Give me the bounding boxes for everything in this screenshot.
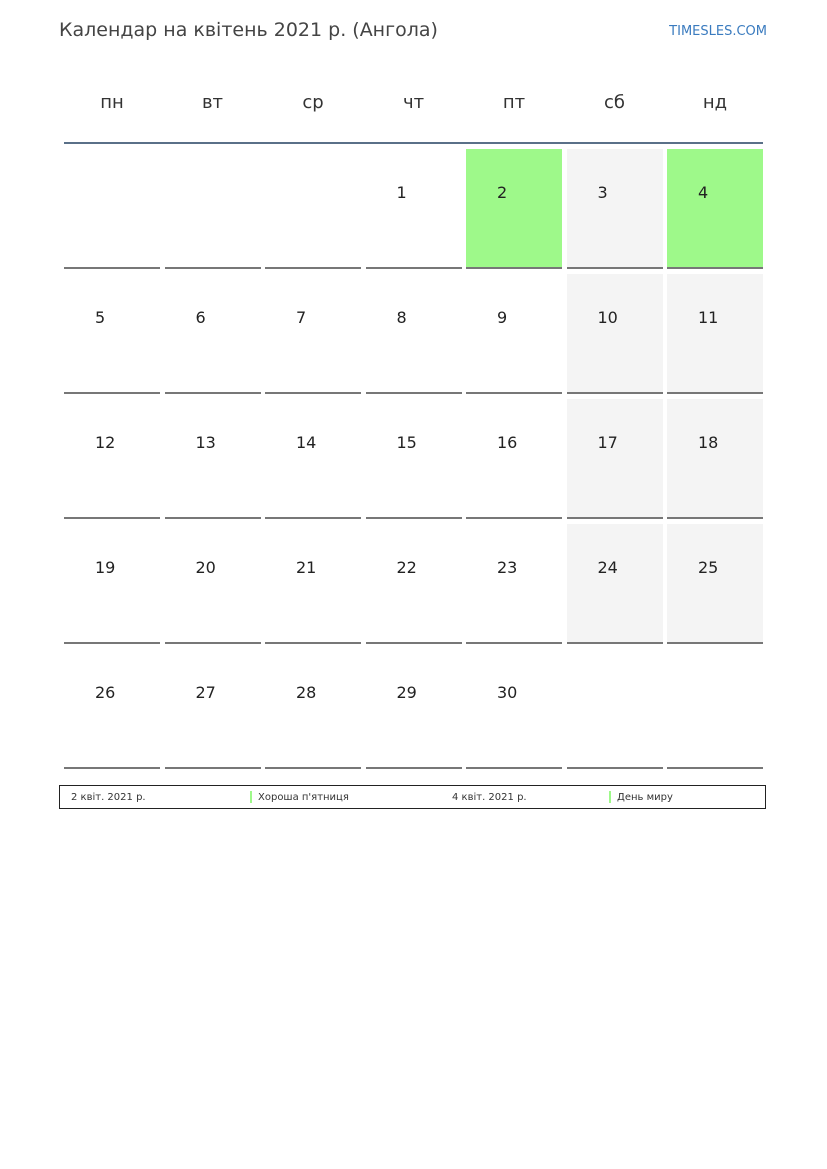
calendar-day-11[interactable]	[667, 274, 763, 394]
day-number: 2	[497, 183, 508, 202]
calendar-empty-cell	[667, 649, 763, 769]
day-number: 14	[296, 433, 317, 452]
weekday-tuesday: вт	[201, 92, 224, 113]
calendar-day-17[interactable]	[567, 399, 663, 519]
calendar-day-18[interactable]	[667, 399, 763, 519]
calendar-day-26[interactable]	[64, 649, 160, 769]
day-number: 4	[698, 183, 709, 202]
calendar-day-28[interactable]	[265, 649, 361, 769]
weekday-friday: пт	[502, 92, 526, 113]
weekday-header-row	[64, 92, 763, 116]
day-number: 30	[497, 683, 518, 702]
day-number: 5	[95, 308, 106, 327]
holiday-legend	[59, 785, 766, 809]
page-title: Календар на квітень 2021 р. (Ангола)	[59, 19, 438, 41]
calendar-day-6[interactable]	[165, 274, 261, 394]
legend-name-1: Хороша п'ятниця	[258, 792, 349, 803]
calendar-day-25[interactable]	[667, 524, 763, 644]
calendar-day-10[interactable]	[567, 274, 663, 394]
calendar-day-12[interactable]	[64, 399, 160, 519]
calendar-day-21[interactable]	[265, 524, 361, 644]
day-number: 15	[396, 433, 417, 452]
calendar-day-13[interactable]	[165, 399, 261, 519]
calendar-day-1[interactable]	[366, 149, 462, 269]
day-number: 16	[497, 433, 518, 452]
day-number: 17	[597, 433, 618, 452]
calendar-day-2[interactable]	[466, 149, 562, 269]
day-number: 13	[195, 433, 216, 452]
calendar-day-14[interactable]	[265, 399, 361, 519]
header-divider	[64, 142, 763, 144]
calendar-empty-cell	[165, 149, 261, 269]
day-number: 29	[396, 683, 417, 702]
day-number: 27	[195, 683, 216, 702]
calendar-day-27[interactable]	[165, 649, 261, 769]
legend-date-1: 2 квіт. 2021 р.	[71, 792, 146, 803]
day-number: 7	[296, 308, 307, 327]
day-number: 9	[497, 308, 508, 327]
legend-date-2: 4 квіт. 2021 р.	[452, 792, 527, 803]
day-number: 24	[597, 558, 618, 577]
calendar-day-8[interactable]	[366, 274, 462, 394]
site-link[interactable]: TIMESLES.COM	[669, 24, 767, 39]
calendar-day-19[interactable]	[64, 524, 160, 644]
day-number: 8	[396, 308, 407, 327]
day-number: 20	[195, 558, 216, 577]
legend-marker-2	[609, 791, 611, 803]
day-number: 21	[296, 558, 317, 577]
calendar-day-16[interactable]	[466, 399, 562, 519]
weekday-monday: пн	[100, 92, 124, 113]
calendar-day-23[interactable]	[466, 524, 562, 644]
calendar-empty-cell	[567, 649, 663, 769]
calendar-day-9[interactable]	[466, 274, 562, 394]
day-number: 1	[396, 183, 407, 202]
calendar-day-7[interactable]	[265, 274, 361, 394]
day-number: 28	[296, 683, 317, 702]
calendar-empty-cell	[64, 149, 160, 269]
day-number: 12	[95, 433, 116, 452]
calendar-day-30[interactable]	[466, 649, 562, 769]
weekday-wednesday: ср	[302, 92, 324, 113]
day-number: 23	[497, 558, 518, 577]
day-number: 26	[95, 683, 116, 702]
calendar-day-15[interactable]	[366, 399, 462, 519]
day-number: 6	[195, 308, 206, 327]
calendar-day-22[interactable]	[366, 524, 462, 644]
day-number: 18	[698, 433, 719, 452]
day-number: 11	[698, 308, 719, 327]
calendar-day-20[interactable]	[165, 524, 261, 644]
day-number: 22	[396, 558, 417, 577]
day-number: 19	[95, 558, 116, 577]
calendar-day-4[interactable]	[667, 149, 763, 269]
calendar-grid	[64, 149, 764, 774]
calendar-day-29[interactable]	[366, 649, 462, 769]
legend-name-2: День миру	[617, 792, 673, 803]
calendar-day-24[interactable]	[567, 524, 663, 644]
calendar-day-3[interactable]	[567, 149, 663, 269]
weekday-sunday: нд	[702, 92, 728, 113]
calendar-day-5[interactable]	[64, 274, 160, 394]
legend-marker-1	[250, 791, 252, 803]
weekday-thursday: чт	[402, 92, 425, 113]
day-number: 25	[698, 558, 719, 577]
weekday-saturday: сб	[604, 92, 625, 113]
calendar-empty-cell	[265, 149, 361, 269]
day-number: 3	[597, 183, 608, 202]
day-number: 10	[597, 308, 618, 327]
